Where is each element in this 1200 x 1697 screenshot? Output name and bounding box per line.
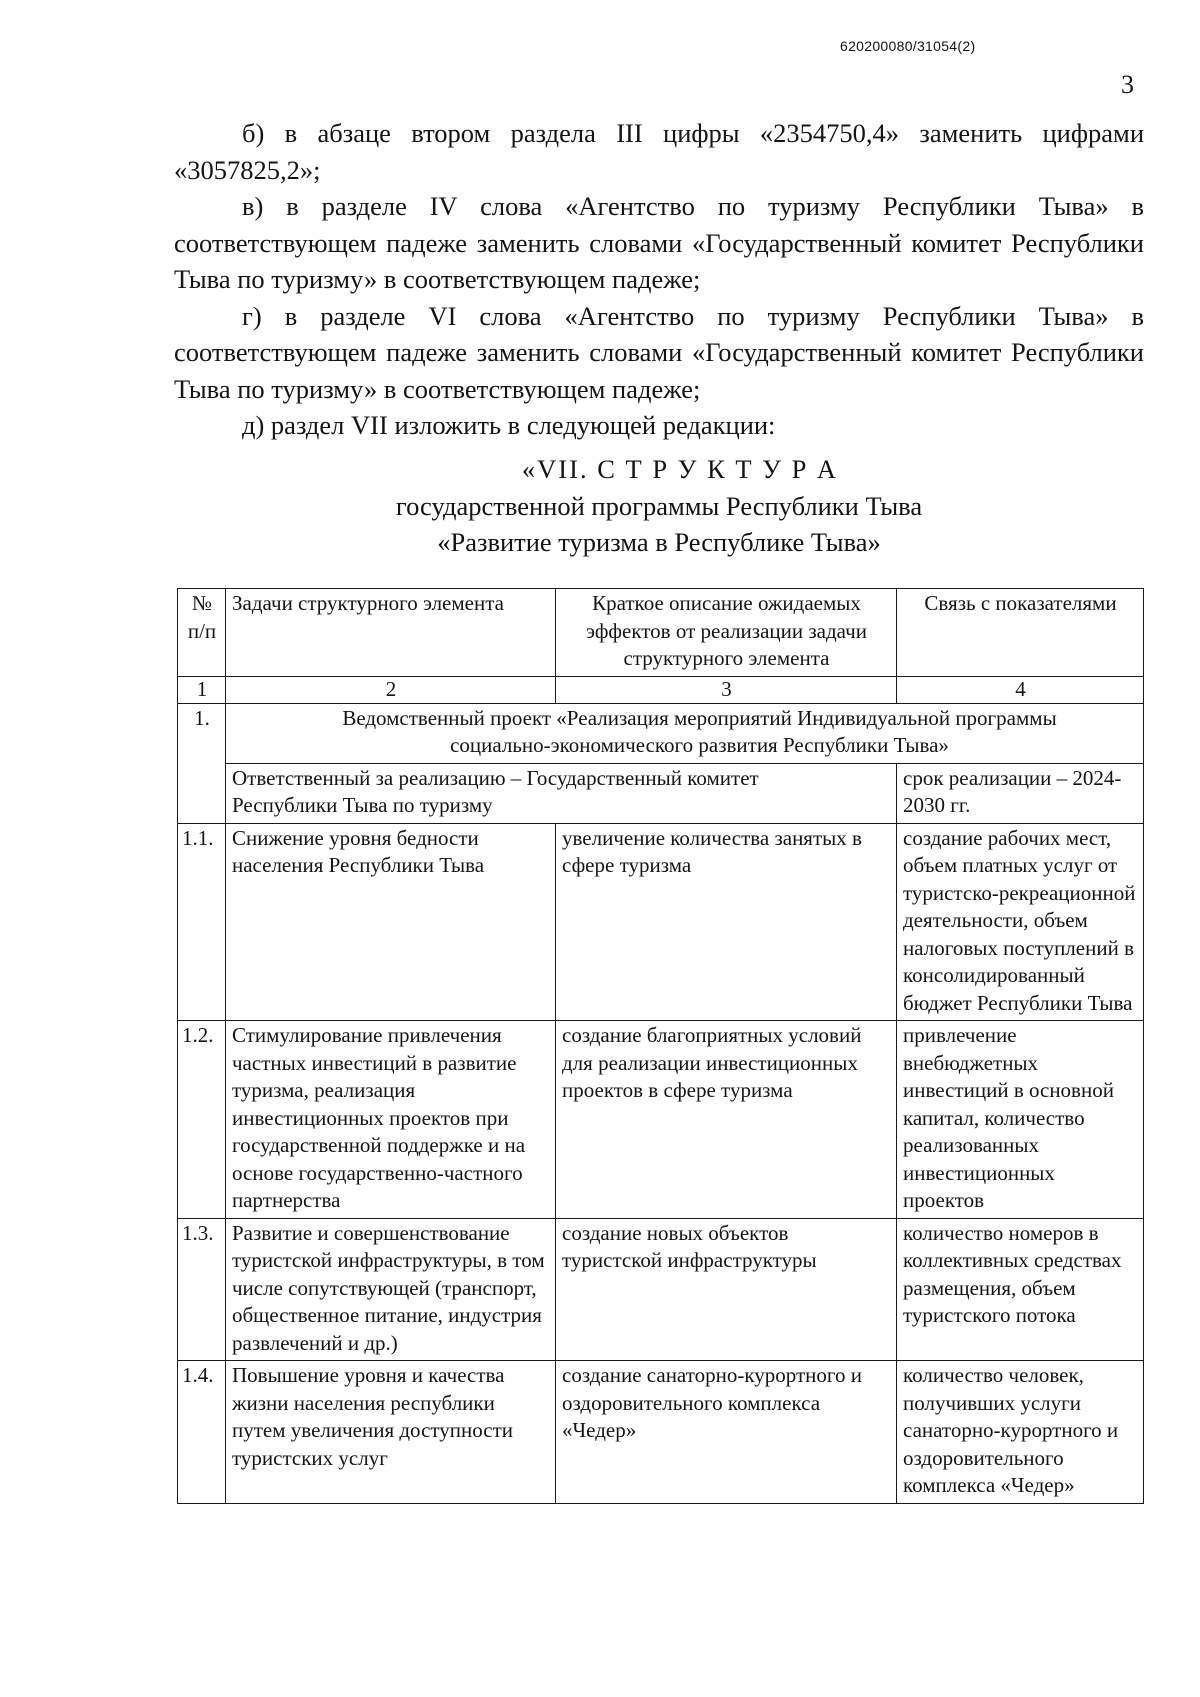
section-heading-line2: государственной программы Республики Тыва xyxy=(395,490,923,521)
row-num: 1.1. xyxy=(178,823,226,1021)
amendment-v: в) в разделе IV слова «Агентство по туризму Республики Тыва» в соответствующем падеже заменить словами «Государственный комитет Республики Тыва по туризму» в соответствующем падеже; xyxy=(174,191,1144,294)
table-row xyxy=(178,1218,1144,1361)
section-heading xyxy=(174,451,1144,561)
table-row xyxy=(178,1021,1144,1219)
header-tasks: Задачи структурного элемента xyxy=(226,589,556,677)
row-effect: создание новых объектов туристской инфраструктуры xyxy=(556,1218,897,1361)
amendment-b: б) в абзаце втором раздела III цифры «2354750,4» заменить цифрами «3057825,2»; xyxy=(174,118,1144,185)
column-number: 1 xyxy=(178,676,226,703)
table-row xyxy=(178,823,1144,1021)
project-responsible: Ответственный за реализацию – Государственный комитет Республики Тыва по туризму xyxy=(226,763,897,823)
row-task: Развитие и совершенствование туристской инфраструктуры, в том числе сопутствующей (транспорт, общественное питание, индустрия развлечений и др.) xyxy=(226,1218,556,1361)
row-num: 1.2. xyxy=(178,1021,226,1219)
amendments-text xyxy=(174,115,1144,444)
column-number: 2 xyxy=(226,676,556,703)
section-heading-line1: «VII. С Т Р У К Т У Р А xyxy=(521,454,839,484)
page-number: 3 xyxy=(1121,70,1134,99)
header-num: № п/п xyxy=(178,589,226,677)
amendment-g: г) в разделе VI слова «Агентство по туризму Республики Тыва» в соответствующем падеже заменить словами «Государственный комитет Республики Тыва по туризму» в соответствующем падеже; xyxy=(174,300,1144,404)
row-task: Повышение уровня и качества жизни населения республики путем увеличения доступности туристских услуг xyxy=(226,1361,556,1504)
row-effect: создание санаторно-курортного и оздоровительного комплекса «Чедер» xyxy=(556,1361,897,1504)
row-indicator: количество номеров в коллективных средствах размещения, объем туристского потока xyxy=(897,1218,1144,1361)
row-num: 1.3. xyxy=(178,1218,226,1361)
row-effect: создание благоприятных условий для реализации инвестиционных проектов в сфере туризма xyxy=(556,1021,897,1219)
project-responsible-row xyxy=(178,763,1144,823)
table-row xyxy=(178,1361,1144,1504)
column-number: 3 xyxy=(556,676,897,703)
structure-table xyxy=(177,588,1144,1504)
row-task: Снижение уровня бедности населения Республики Тыва xyxy=(226,823,556,1021)
column-number: 4 xyxy=(897,676,1144,703)
amendment-d: д) раздел VII изложить в следующей редакции: xyxy=(242,410,776,440)
row-task: Стимулирование привлечения частных инвестиций в развитие туризма, реализация инвестиционных проектов при государственной поддержке и на основе государственно-частного партнерства xyxy=(226,1021,556,1219)
header-effects: Краткое описание ожидаемых эффектов от реализации задачи структурного элемента xyxy=(556,589,897,677)
row-indicator: привлечение внебюджетных инвестиций в основной капитал, количество реализованных инвестиционных проектов xyxy=(897,1021,1144,1219)
row-num: 1.4. xyxy=(178,1361,226,1504)
row-indicator: количество человек, получивших услуги санаторно-курортного и оздоровительного комплекса «Чедер» xyxy=(897,1361,1144,1504)
row-effect: увеличение количества занятых в сфере туризма xyxy=(556,823,897,1021)
section-heading-line3: «Развитие туризма в Республике Тыва» xyxy=(437,527,881,557)
project-term: срок реализации – 2024-2030 гг. xyxy=(897,763,1144,823)
header-indicators: Связь с показателями xyxy=(897,589,1144,677)
row-indicator: создание рабочих мест, объем платных услуг от туристско-рекреационной деятельности, объем налоговых поступлений в консолидированный бюджет Республики Тыва xyxy=(897,823,1144,1021)
column-number-row xyxy=(178,676,1144,703)
document-id: 620200080/31054(2) xyxy=(840,38,976,54)
project-title-row xyxy=(178,703,1144,763)
project-title: Ведомственный проект «Реализация мероприятий Индивидуальной программы социально-экономического развития Республики Тыва» xyxy=(226,703,1144,763)
project-num: 1. xyxy=(178,703,226,823)
table-header-row xyxy=(178,589,1144,677)
